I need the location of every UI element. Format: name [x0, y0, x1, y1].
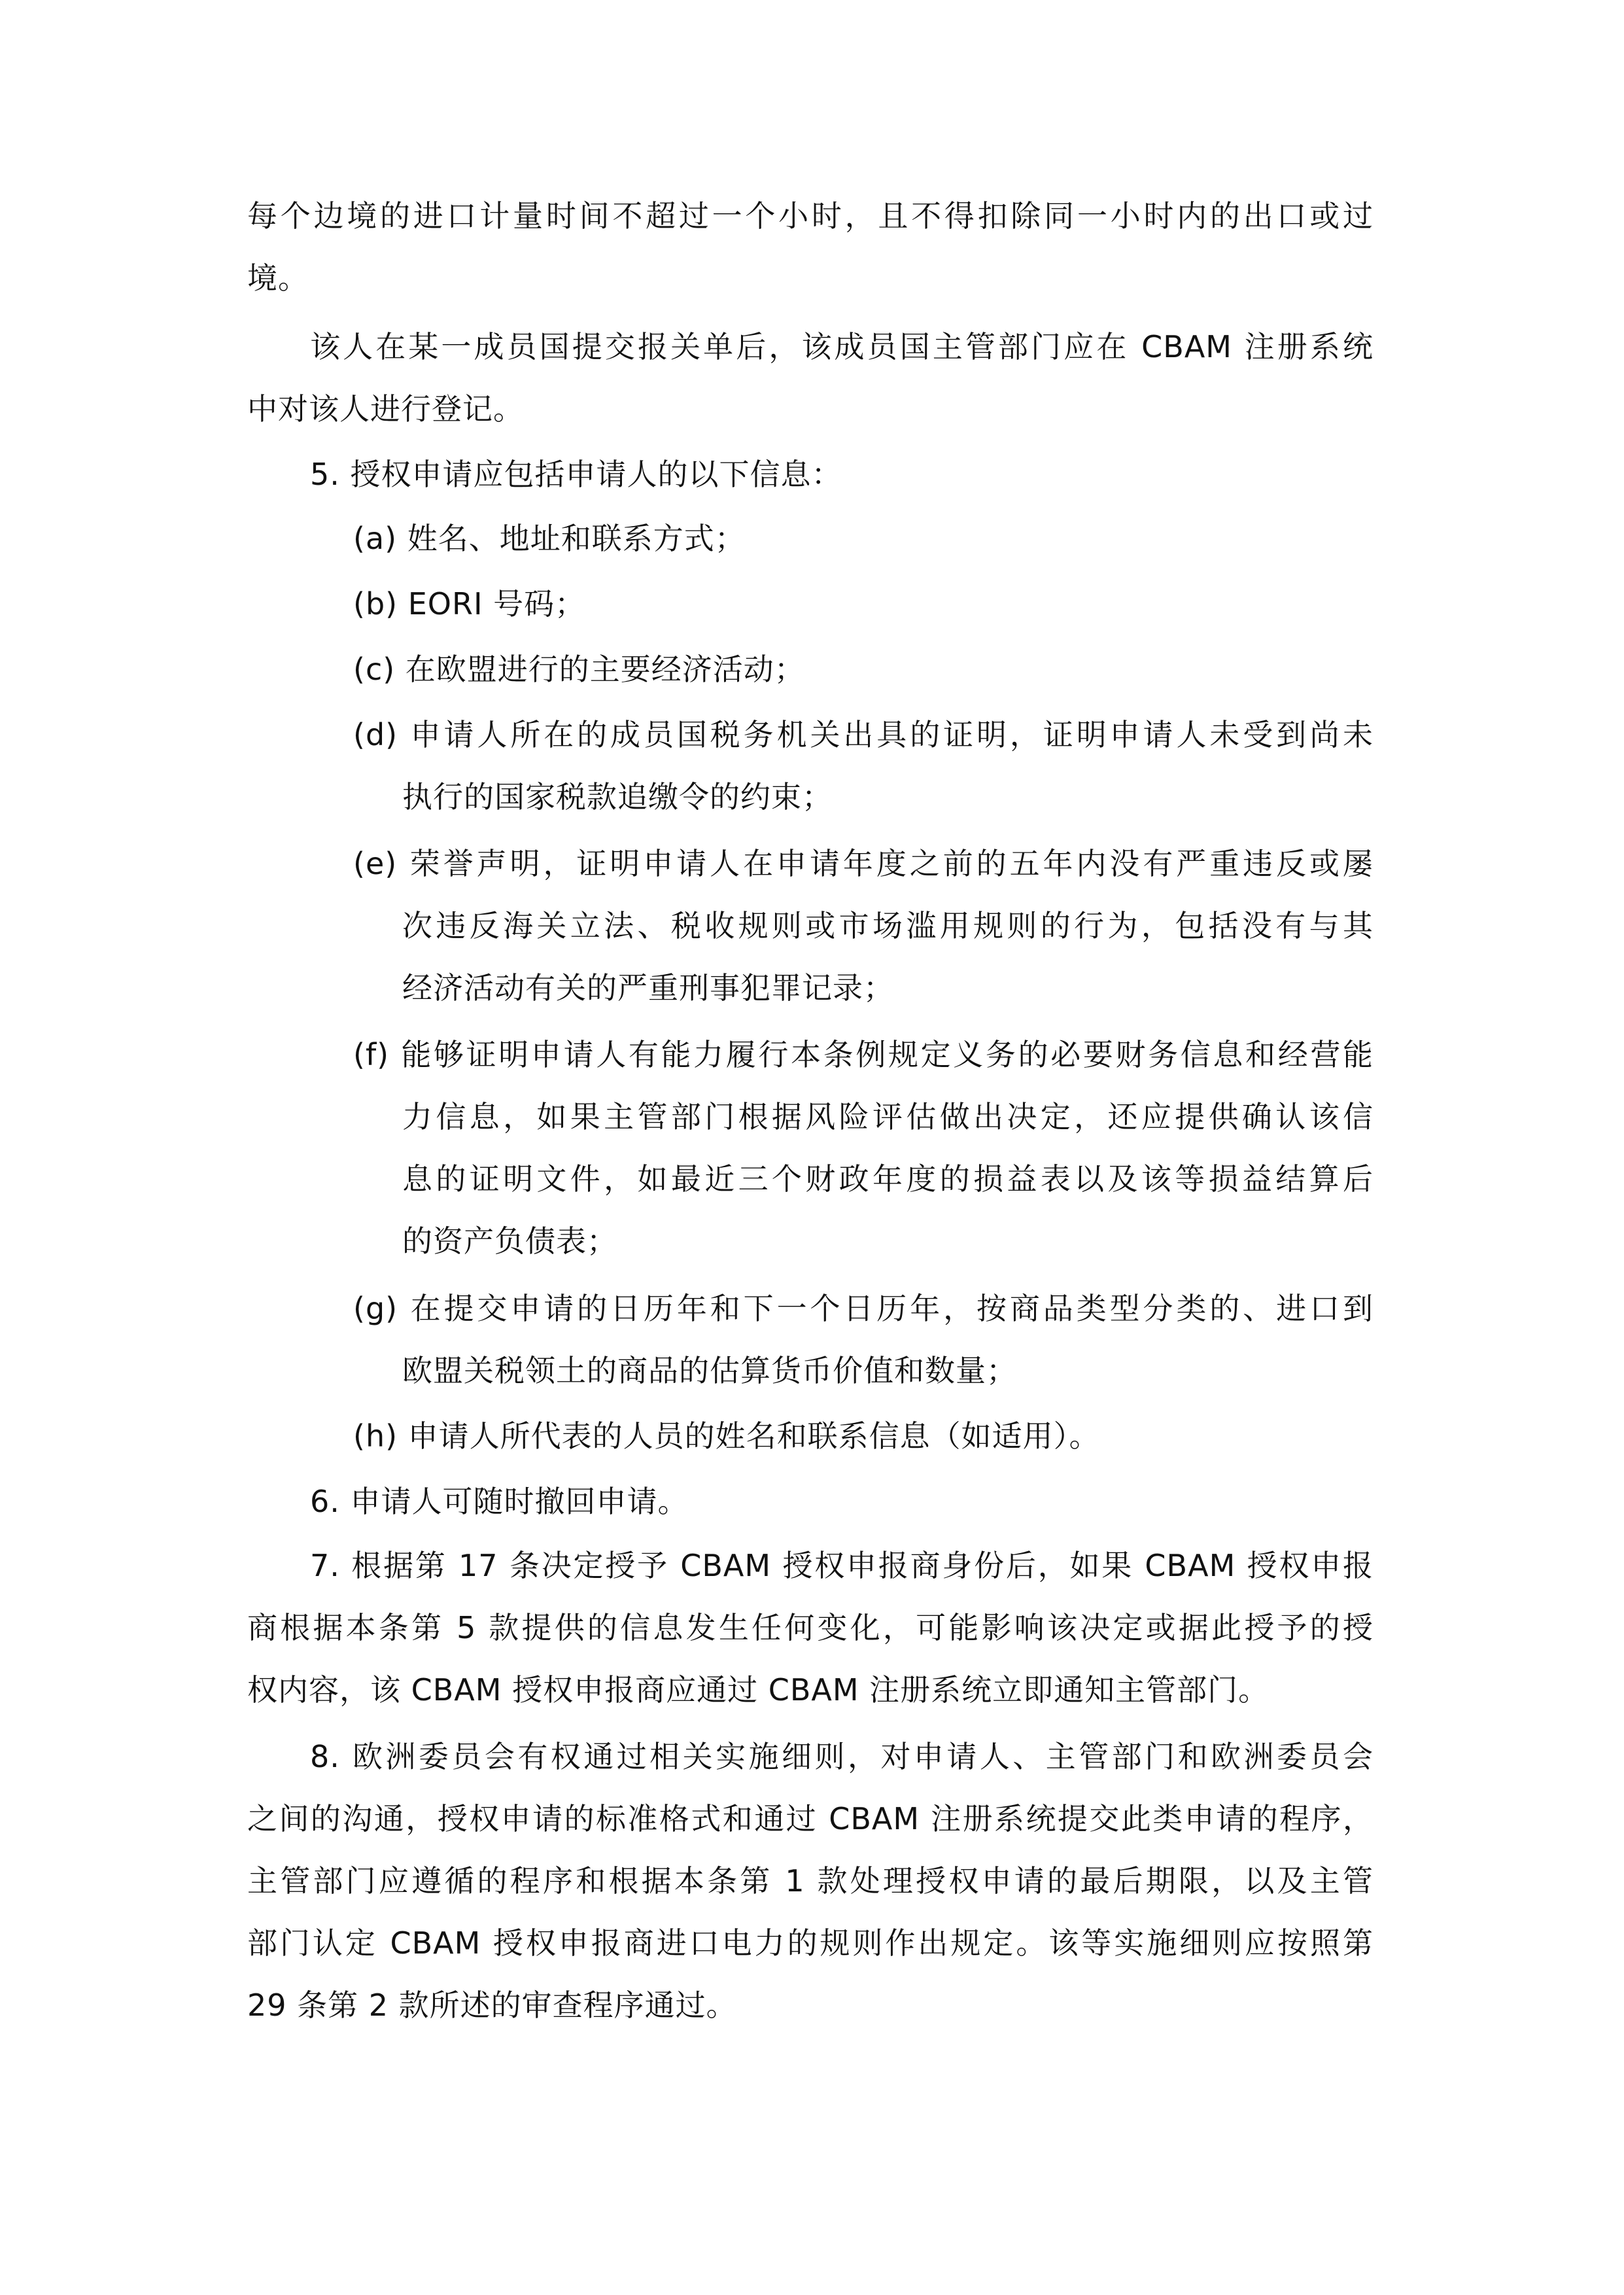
- paragraph-8-line-2: 之间的沟通，授权申请的标准格式和通过 CBAM 注册系统提交此类申请的程序，: [247, 1801, 1373, 1836]
- paragraph-8-line-1: 8. 欧洲委员会有权通过相关实施细则，对申请人、主管部门和欧洲委员会: [310, 1739, 1373, 1774]
- list-item-a: (a) 姓名、地址和联系方式；: [353, 521, 746, 556]
- list-item-f-line-4: 的资产负债表；: [402, 1223, 617, 1259]
- paragraph-7-line-3: 权内容，该 CBAM 授权申报商应通过 CBAM 注册系统立即通知主管部门。: [247, 1672, 1270, 1708]
- paragraph-continuation-line-2: 境。: [247, 260, 309, 296]
- list-item-f-line-3: 息的证明文件，如最近三个财政年度的损益表以及该等损益结算后: [402, 1161, 1373, 1197]
- paragraph-7-line-2: 商根据本条第 5 款提供的信息发生任何变化，可能影响该决定或据此授予的授: [247, 1610, 1373, 1645]
- list-item-e-line-1: (e) 荣誉声明，证明申请人在申请年度之前的五年内没有严重违反或屡: [353, 846, 1373, 881]
- paragraph-8-line-3: 主管部门应遵循的程序和根据本条第 1 款处理授权申请的最后期限，以及主管: [247, 1863, 1373, 1899]
- list-item-c: (c) 在欧盟进行的主要经济活动；: [353, 652, 805, 687]
- paragraph-5-heading: 5. 授权申请应包括申请人的以下信息：: [310, 457, 842, 492]
- list-item-d-line-2: 执行的国家税款追缴令的约束；: [402, 779, 833, 815]
- list-item-g-line-2: 欧盟关税领土的商品的估算货币价值和数量；: [402, 1353, 1017, 1388]
- paragraph-8-line-4: 部门认定 CBAM 授权申报商进口电力的规则作出规定。该等实施细则应按照第: [247, 1925, 1373, 1961]
- paragraph-8-line-5: 29 条第 2 款所述的审查程序通过。: [247, 1988, 737, 2023]
- list-item-e-line-2: 次违反海关立法、税收规则或市场滥用规则的行为，包括没有与其: [402, 908, 1373, 943]
- paragraph-registration-line-2: 中对该人进行登记。: [247, 391, 524, 427]
- list-item-f-line-1: (f) 能够证明申请人有能力履行本条例规定义务的必要财务信息和经营能: [353, 1037, 1373, 1072]
- list-item-g-line-1: (g) 在提交申请的日历年和下一个日历年，按商品类型分类的、进口到: [353, 1291, 1373, 1326]
- paragraph-registration-line-1: 该人在某一成员国提交报关单后，该成员国主管部门应在 CBAM 注册系统: [310, 329, 1373, 364]
- paragraph-continuation-line-1: 每个边境的进口计量时间不超过一个小时，且不得扣除同一小时内的出口或过: [247, 198, 1373, 234]
- list-item-f-line-2: 力信息，如果主管部门根据风险评估做出决定，还应提供确认该信: [402, 1099, 1373, 1134]
- paragraph-7-line-1: 7. 根据第 17 条决定授予 CBAM 授权申报商身份后，如果 CBAM 授权申报: [310, 1548, 1373, 1583]
- list-item-b: (b) EORI 号码；: [353, 586, 586, 622]
- list-item-h: (h) 申请人所代表的人员的姓名和联系信息（如适用）。: [353, 1418, 1100, 1454]
- list-item-d-line-1: (d) 申请人所在的成员国税务机关出具的证明，证明申请人未受到尚未: [353, 717, 1373, 752]
- list-item-e-line-3: 经济活动有关的严重刑事犯罪记录；: [402, 970, 894, 1006]
- paragraph-6: 6. 申请人可随时撤回申请。: [310, 1484, 689, 1519]
